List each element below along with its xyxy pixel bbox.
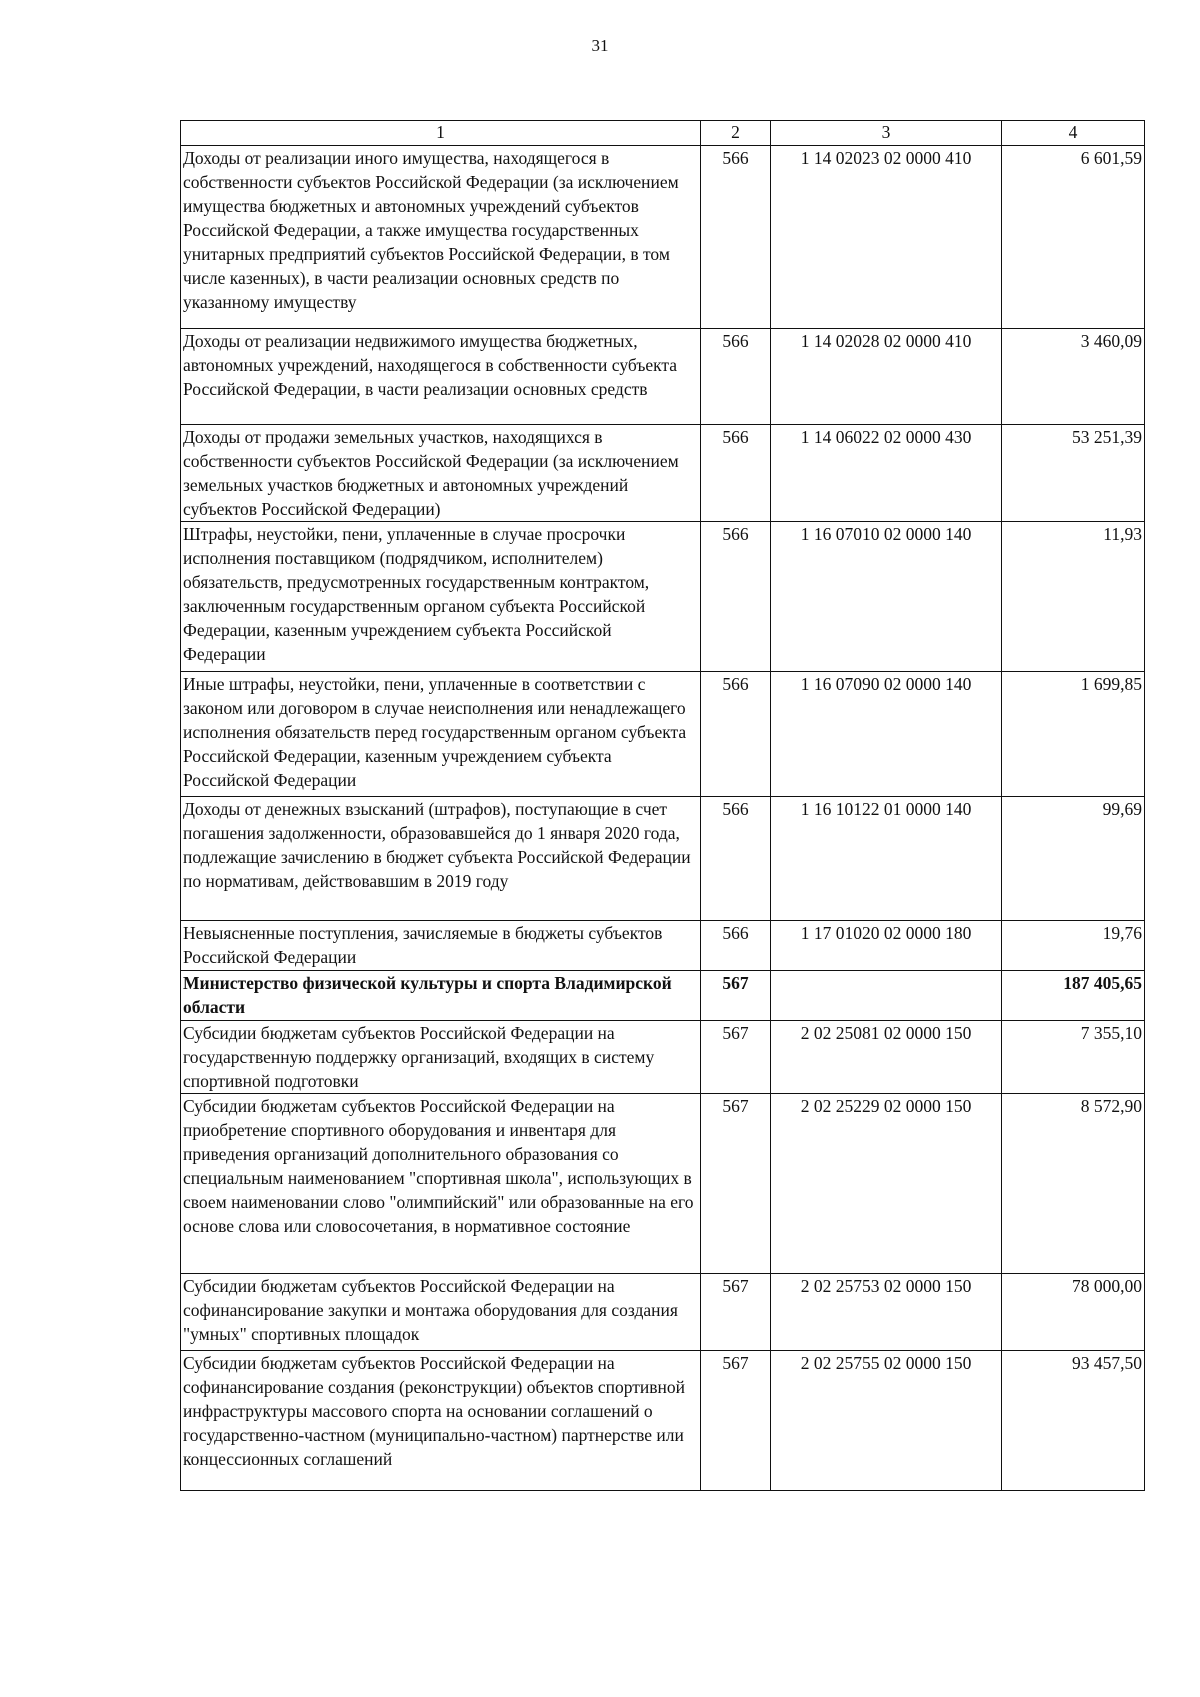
row-description: Невыясненные поступления, зачисляемые в бюджеты субъектов Российской Федерации bbox=[181, 921, 701, 971]
revenue-table bbox=[180, 120, 1145, 1491]
row-budget-code: 2 02 25755 02 0000 150 bbox=[771, 1351, 1002, 1491]
row-budget-code: 2 02 25229 02 0000 150 bbox=[771, 1094, 1002, 1274]
row-budget-code: 1 17 01020 02 0000 180 bbox=[771, 921, 1002, 971]
row-description: Субсидии бюджетам субъектов Российской Федерации на государственную поддержку организаций, входящих в систему спортивной подготовки bbox=[181, 1021, 701, 1094]
row-admin-code: 566 bbox=[701, 921, 771, 971]
row-description: Субсидии бюджетам субъектов Российской Федерации на софинансирование закупки и монтажа оборудования для создания "умных" спортивных площадок bbox=[181, 1274, 701, 1351]
row-budget-code: 2 02 25753 02 0000 150 bbox=[771, 1274, 1002, 1351]
row-amount: 6 601,59 bbox=[1002, 146, 1145, 329]
row-amount: 7 355,10 bbox=[1002, 1021, 1145, 1094]
row-amount: 8 572,90 bbox=[1002, 1094, 1145, 1274]
row-amount: 19,76 bbox=[1002, 921, 1145, 971]
row-admin-code: 566 bbox=[701, 672, 771, 797]
row-budget-code bbox=[771, 971, 1002, 1021]
column-header-4: 4 bbox=[1002, 121, 1145, 146]
row-budget-code: 1 14 02023 02 0000 410 bbox=[771, 146, 1002, 329]
row-admin-code: 566 bbox=[701, 425, 771, 522]
column-header-3: 3 bbox=[771, 121, 1002, 146]
table-row-ministry-total bbox=[181, 971, 1145, 1021]
table-row bbox=[181, 672, 1145, 797]
row-description: Доходы от продажи земельных участков, находящихся в собственности субъектов Российской Федерации (за исключением земельных участков бюджетных и автономных учреждений субъектов Российской Федерации) bbox=[181, 425, 701, 522]
column-header-2: 2 bbox=[701, 121, 771, 146]
row-amount: 53 251,39 bbox=[1002, 425, 1145, 522]
row-admin-code: 566 bbox=[701, 146, 771, 329]
row-admin-code: 567 bbox=[701, 1094, 771, 1274]
row-amount: 99,69 bbox=[1002, 797, 1145, 921]
row-amount: 78 000,00 bbox=[1002, 1274, 1145, 1351]
table-row bbox=[181, 1021, 1145, 1094]
table-row bbox=[181, 1094, 1145, 1274]
row-budget-code: 1 16 10122 01 0000 140 bbox=[771, 797, 1002, 921]
row-amount: 187 405,65 bbox=[1002, 971, 1145, 1021]
row-budget-code: 1 14 02028 02 0000 410 bbox=[771, 329, 1002, 425]
table-row bbox=[181, 1351, 1145, 1491]
row-amount: 93 457,50 bbox=[1002, 1351, 1145, 1491]
table-row bbox=[181, 146, 1145, 329]
row-amount: 3 460,09 bbox=[1002, 329, 1145, 425]
table-row bbox=[181, 797, 1145, 921]
row-description: Штрафы, неустойки, пени, уплаченные в случае просрочки исполнения поставщиком (подрядчиком, исполнителем) обязательств, предусмотренных государственным контрактом, заключенным государственным органом субъекта Российской Федерации, казенным учреждением субъекта Российской Федерации bbox=[181, 522, 701, 672]
row-amount: 1 699,85 bbox=[1002, 672, 1145, 797]
row-description: Министерство физической культуры и спорта Владимирской области bbox=[181, 971, 701, 1021]
row-admin-code: 567 bbox=[701, 1351, 771, 1491]
table-row bbox=[181, 921, 1145, 971]
row-admin-code: 566 bbox=[701, 522, 771, 672]
row-admin-code: 566 bbox=[701, 797, 771, 921]
row-description: Доходы от реализации иного имущества, находящегося в собственности субъектов Российской Федерации (за исключением имущества бюджетных и автономных учреждений субъектов Российской Федерации, а также имущества государственных унитарных предприятий субъектов Российской Федерации, в том числе казенных), в части реализации основных средств по указанному имуществу bbox=[181, 146, 701, 329]
row-budget-code: 1 16 07090 02 0000 140 bbox=[771, 672, 1002, 797]
row-admin-code: 567 bbox=[701, 1021, 771, 1094]
table-row bbox=[181, 425, 1145, 522]
row-description: Доходы от денежных взысканий (штрафов), поступающие в счет погашения задолженности, образовавшейся до 1 января 2020 года, подлежащие зачислению в бюджет субъекта Российской Федерации по нормативам, действовавшим в 2019 году bbox=[181, 797, 701, 921]
table-row bbox=[181, 1274, 1145, 1351]
row-admin-code: 567 bbox=[701, 971, 771, 1021]
row-description: Субсидии бюджетам субъектов Российской Федерации на приобретение спортивного оборудования и инвентаря для приведения организаций дополнительного образования со специальным наименованием "спортивная школа", использующих в своем наименовании слово "олимпийский" или образованные на его основе слова или словосочетания, в нормативное состояние bbox=[181, 1094, 701, 1274]
row-description: Субсидии бюджетам субъектов Российской Федерации на софинансирование создания (реконструкции) объектов спортивной инфраструктуры массового спорта на основании соглашений о государственно-частном (муниципально-частном) партнерстве или концессионных соглашений bbox=[181, 1351, 701, 1491]
row-budget-code: 2 02 25081 02 0000 150 bbox=[771, 1021, 1002, 1094]
row-admin-code: 566 bbox=[701, 329, 771, 425]
row-budget-code: 1 14 06022 02 0000 430 bbox=[771, 425, 1002, 522]
row-amount: 11,93 bbox=[1002, 522, 1145, 672]
row-admin-code: 567 bbox=[701, 1274, 771, 1351]
row-budget-code: 1 16 07010 02 0000 140 bbox=[771, 522, 1002, 672]
table-header-row bbox=[181, 121, 1145, 146]
page-number: 31 bbox=[591, 36, 609, 55]
table-row bbox=[181, 329, 1145, 425]
row-description: Иные штрафы, неустойки, пени, уплаченные в соответствии с законом или договором в случае неисполнения или ненадлежащего исполнения обязательств перед государственным органом субъекта Российской Федерации, казенным учреждением субъекта Российской Федерации bbox=[181, 672, 701, 797]
column-header-1: 1 bbox=[181, 121, 701, 146]
row-description: Доходы от реализации недвижимого имущества бюджетных, автономных учреждений, находящегося в собственности субъекта Российской Федерации, в части реализации основных средств bbox=[181, 329, 701, 425]
table-row bbox=[181, 522, 1145, 672]
